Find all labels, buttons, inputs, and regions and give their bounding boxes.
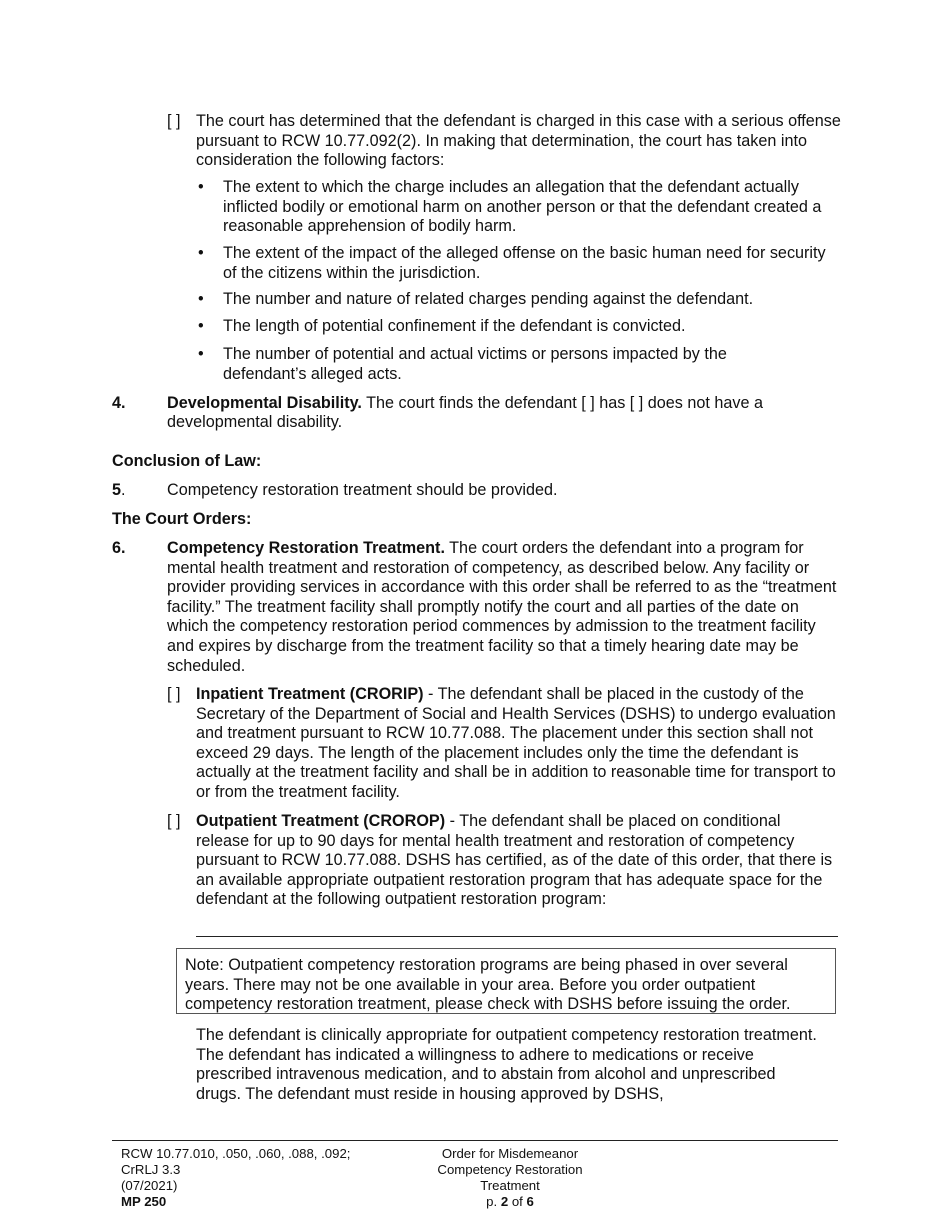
outpatient-text: [196, 812, 836, 910]
section-4-text-cont: developmental disability.: [167, 413, 343, 431]
orders-heading: The Court Orders:: [112, 510, 252, 528]
footer-title-line: Competency Restoration: [437, 1162, 583, 1177]
footer-statute: RCW 10.77.010, .050, .060, .088, .092;: [121, 1146, 351, 1161]
program-line: [196, 936, 838, 937]
factor-item: The number and nature of related charges pending against the defendant.: [223, 290, 754, 308]
inpatient-heading: Inpatient Treatment (CRORIP): [196, 685, 424, 703]
factor-item: The number of potential and actual victims or persons impacted by the defendant’s alleged acts.: [223, 345, 727, 383]
footer-divider: [112, 1140, 838, 1141]
section-5-text: Competency restoration treatment should be provided.: [167, 481, 558, 499]
outpatient-heading: Outpatient Treatment (CROROP): [196, 812, 446, 830]
outpatient-body: - The defendant shall be placed on conditional release for up to 90 days for mental health treatment and restoration of competency pursuant to RCW 10.77.088. DSHS has certified, as of the date of this order, that there is an available appropriate outpatient restoration program that has adequate space for the defendant at the following outpatient restoration program:: [196, 812, 833, 909]
section-6-body: The court orders the defendant into a program for mental health treatment and restoration of competency, as described below. Any facility or provider providing services in accordance with this order shall be referred to as the “treatment facility.” The treatment facility shall promptly notify the court and all parties of the date on which the competency restoration period commences by admission to the treatment facility and expires by discharge from the treatment facility so that a timely hearing date may be scheduled.: [167, 539, 837, 675]
section-4-heading: Developmental Disability.: [167, 394, 362, 412]
bullet: •: [198, 244, 204, 262]
footer-title-line: Order for Misdemeanor: [441, 1146, 579, 1161]
clinical-text: The defendant is clinically appropriate for outpatient competency restoration treatment. The defendant has indicated a willingness to adhere to medications or receive prescribed intravenous medication, and to abstain from alcohol and unprescribed drugs. The defendant must reside in housing approved by DSHS,: [196, 1026, 817, 1103]
factor-item: The extent to which the charge includes an allegation that the defendant actually inflicted bodily or emotional harm on another person or that the defendant created a reasonable apprehension of bodily harm.: [223, 178, 822, 236]
bullet: •: [198, 317, 204, 335]
footer-date: (07/2021): [121, 1178, 178, 1193]
page-of: of: [511, 1194, 523, 1209]
section-4-text: [167, 394, 847, 414]
bullet: •: [198, 345, 204, 363]
section-6-heading: Competency Restoration Treatment.: [167, 539, 445, 557]
section-5-number: [112, 481, 126, 501]
serious-offense-checkbox[interactable]: [ ]: [167, 112, 181, 130]
page-prefix: p.: [486, 1194, 498, 1209]
inpatient-checkbox[interactable]: [ ]: [167, 685, 181, 703]
note-text: Note: Outpatient competency restoration programs are being phased in over several years. There may not be one available in your area. Before you order outpatient competency restoration treatment, please check with DSHS before issuing the order.: [185, 956, 791, 1014]
outpatient-checkbox[interactable]: [ ]: [167, 812, 181, 830]
section-4-number: 4.: [112, 394, 126, 412]
factor-item: The extent of the impact of the alleged offense on the basic human need for security of the citizens within the jurisdiction.: [223, 244, 826, 282]
page-current: 2: [500, 1194, 509, 1209]
footer-form-number: MP 250: [121, 1194, 167, 1209]
inpatient-text: [196, 685, 842, 803]
page-total: 6: [526, 1194, 534, 1209]
bullet: •: [198, 178, 204, 196]
footer-center: [410, 1146, 610, 1210]
conclusion-heading: Conclusion of Law:: [112, 452, 262, 470]
footer-page-number: [410, 1194, 610, 1210]
section-6-text: [167, 539, 842, 676]
footer-left: [121, 1146, 350, 1210]
serious-offense-text: The court has determined that the defendant is charged in this case with a serious offense pursuant to RCW 10.77.092(2). In making that determination, the court has taken into consideration the following factors:: [196, 112, 841, 170]
outpatient-program-field[interactable]: [196, 918, 836, 936]
bullet: •: [198, 290, 204, 308]
inpatient-body: - The defendant shall be placed in the custody of the Secretary of the Department of Social and Health Services (DSHS) to undergo evaluation and treatment pursuant to RCW 10.77.088. The placement under this section shall not exceed 29 days. The length of the placement includes only the time the defendant is actually at the treatment facility and shall be in addition to reasonable time for transport to or from the treatment facility.: [196, 685, 836, 801]
section-5-num: 5: [112, 481, 122, 499]
section-5-dot: .: [121, 481, 126, 499]
footer-title-line: Treatment: [480, 1178, 540, 1193]
section-4-finding[interactable]: The court finds the defendant [ ] has [ ] does not have a: [366, 394, 763, 412]
factor-item: The length of potential confinement if the defendant is convicted.: [223, 317, 686, 335]
footer-rule: CrRLJ 3.3: [121, 1162, 181, 1177]
section-6-number: 6.: [112, 539, 126, 557]
